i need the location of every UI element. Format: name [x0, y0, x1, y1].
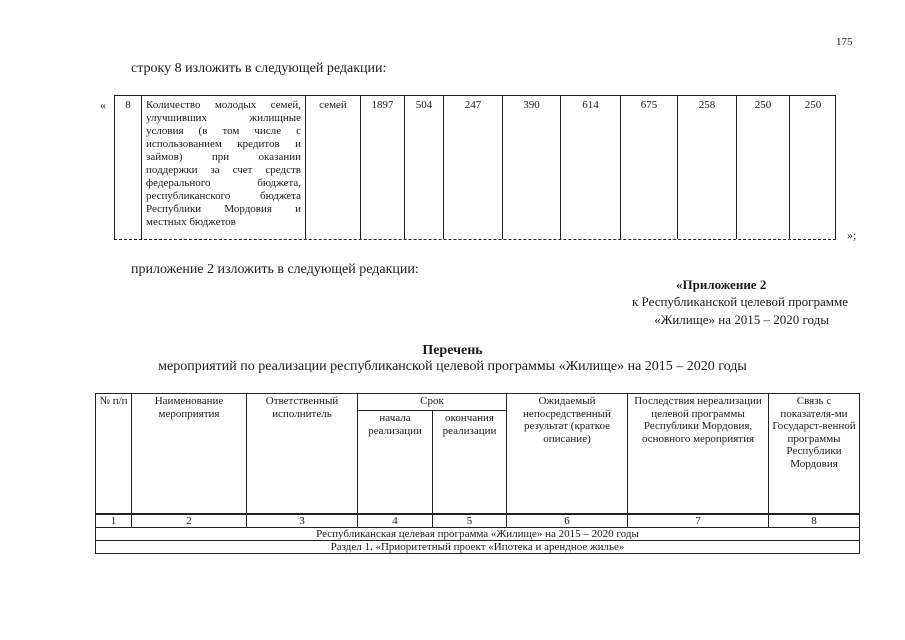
row8-value: 250: [737, 96, 790, 239]
list-subtitle: мероприятий по реализации республиканской целевой программы «Жилище» на 2015 – 2020 годы: [158, 359, 747, 374]
row8-desc-line: условия (в том числе с: [146, 125, 301, 137]
row8-unit: семей: [306, 96, 361, 239]
instruction-row8: строку 8 изложить в следующей редакции:: [131, 61, 387, 76]
list-title: Перечень: [422, 343, 483, 358]
row8-value: 504: [405, 96, 444, 239]
column-number: 5: [433, 514, 507, 528]
row8-desc-line: федерального бюджета,: [146, 177, 301, 189]
row8-desc-line: использованием кредитов и: [146, 138, 301, 150]
close-quote: »;: [847, 228, 857, 242]
section-row: Раздел 1. «Приоритетный проект «Ипотека и арендное жилье»: [96, 541, 860, 554]
column-number: 7: [628, 514, 769, 528]
column-number: 2: [132, 514, 247, 528]
row8-value: 390: [503, 96, 561, 239]
row8-value: 1897: [361, 96, 405, 239]
column-number: 4: [358, 514, 433, 528]
column-number: 3: [247, 514, 358, 528]
appendix-label: «Приложение 2: [676, 277, 767, 292]
row8-value: 247: [444, 96, 503, 239]
row8-desc-line: местных бюджетов: [146, 216, 236, 228]
row8-value: 250: [804, 99, 822, 111]
row8-description: [142, 96, 306, 239]
header-term: Срок: [358, 394, 507, 411]
row8-desc-line: республиканского бюджета: [146, 190, 301, 202]
row8-value: 614: [561, 96, 621, 239]
row8-number: 8: [115, 96, 142, 239]
header-name: Наименование мероприятия: [132, 394, 247, 515]
header-term-end: окончания реализации: [433, 411, 507, 515]
header-result: Ожидаемый непосредственный результат (краткое описание): [507, 394, 628, 515]
column-number: 8: [769, 514, 860, 528]
row8-value: 258: [678, 96, 737, 239]
header-executor: Ответственный исполнитель: [247, 394, 358, 515]
header-term-start: начала реализации: [358, 411, 433, 515]
row8-desc-line: улучшивших жилищные: [146, 112, 301, 124]
row8-table: [114, 95, 836, 240]
instruction-appendix: приложение 2 изложить в следующей редакции:: [131, 262, 419, 277]
header-consequences: Последствия нереализации целевой программы Республики Мордовия, основного мероприятия: [628, 394, 769, 515]
appendix-line-2: к Республиканской целевой программе: [631, 294, 848, 309]
header-link: Связь с показателя-ми Государст-венной программы Республики Мордовия: [769, 394, 860, 515]
row8-desc-line: поддержки за счет средств: [146, 164, 301, 176]
row8-desc-line: Количество молодых семей,: [146, 99, 301, 111]
column-number: 6: [507, 514, 628, 528]
open-quote: «: [100, 98, 106, 112]
row8-desc-line: Республики Мордовия и: [146, 203, 301, 215]
header-num: № п/п: [96, 394, 132, 515]
page-number: 175: [836, 36, 853, 48]
appendix-line-3: «Жилище» на 2015 – 2020 годы: [654, 312, 829, 327]
row8-desc-line: займов) при оказании: [146, 151, 301, 163]
row8-value: 675: [621, 96, 678, 239]
column-number: 1: [96, 514, 132, 528]
measures-table: [95, 393, 860, 554]
program-row: Республиканская целевая программа «Жилище» на 2015 – 2020 годы: [96, 528, 860, 541]
